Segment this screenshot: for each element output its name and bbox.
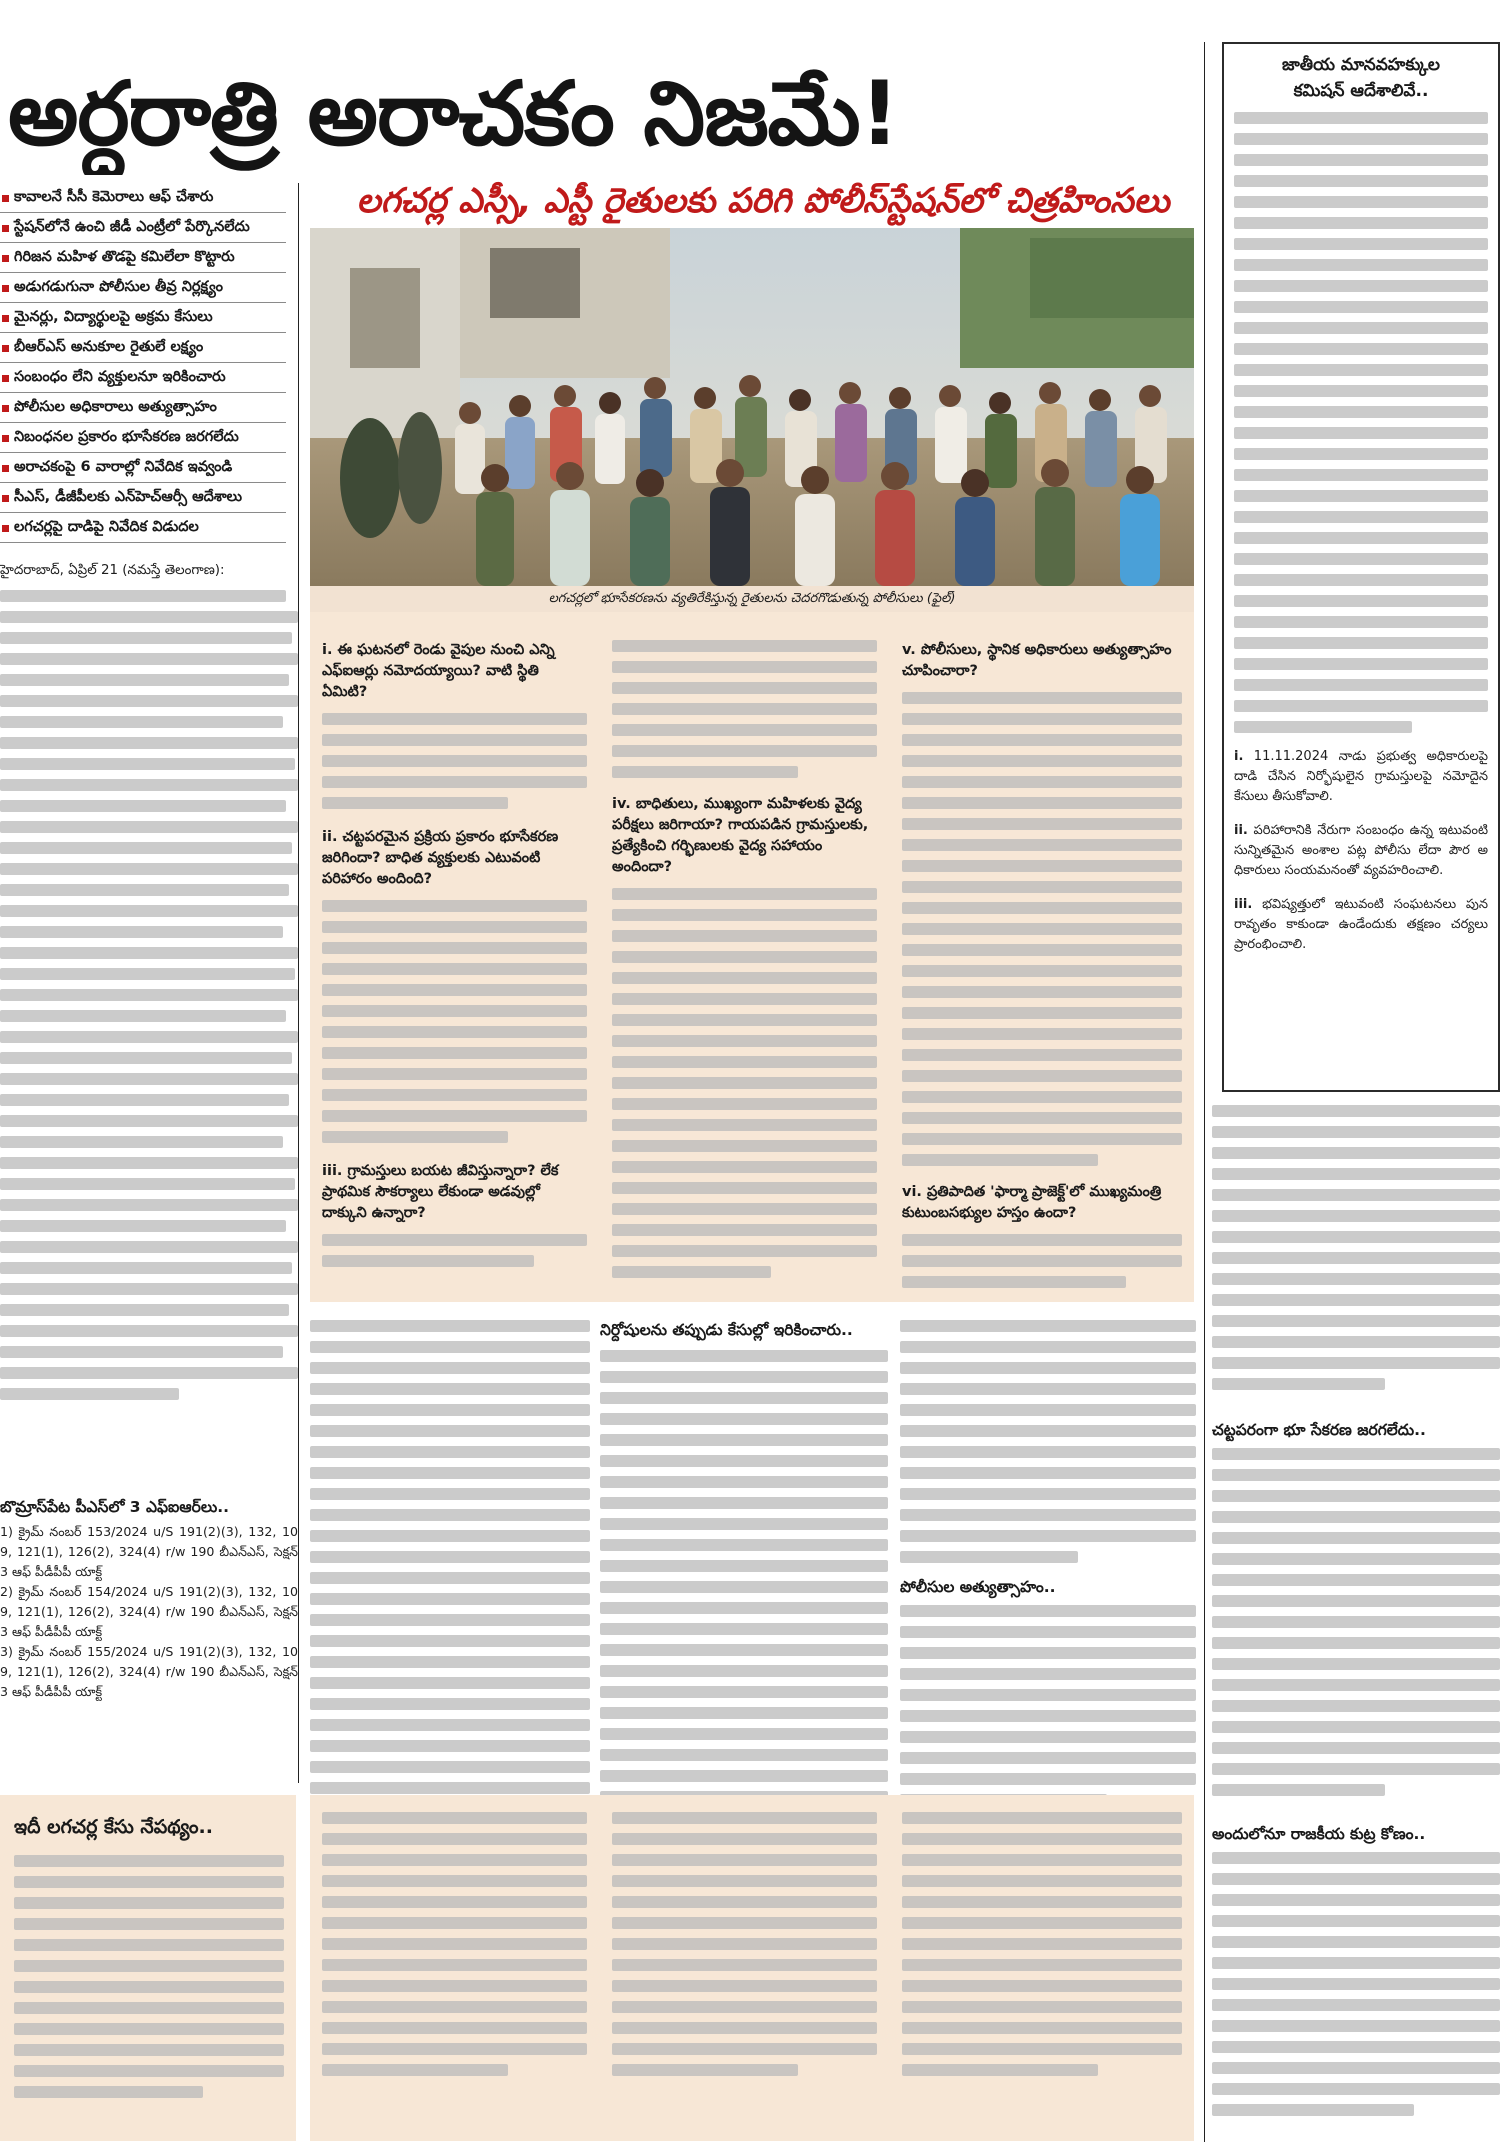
article-body-right-col-c <box>1212 1852 1500 2116</box>
answer-lines <box>902 692 1182 1166</box>
question-block-2 <box>612 640 877 1278</box>
question-text: ii. చట్టపరమైన ప్రక్రియ ప్రకారం భూసేకరణ జరిగిందా? బాధిత వ్యక్తులకు ఎటువంటి పరిహారం అందింది? <box>322 829 559 887</box>
top-margin-strip <box>0 0 1502 10</box>
fir-line: 1) క్రైమ్ నంబర్ 153/2024 u/S 191(2)(3), 132, 109, 121(1), 126(2), 324(4) r/w 190 బీఎన్‌ఎస్, సెక్షన్ 3 ఆఫ్ పీడీపీపీ యాక్ట్ <box>0 1524 298 1579</box>
bullet-item: బీఆర్‌ఎస్ అనుకూల రైతులే లక్ష్యం <box>0 333 286 363</box>
answer-lines <box>902 1234 1182 1288</box>
bullet-item: అరాచకంపై 6 వారాల్లో నివేదిక ఇవ్వండి <box>0 453 286 483</box>
directive-item: ii. పరిహారానికి నేరుగా సంబంధం ఉన్న ఇటువంటి సున్నితమైన అంశాల పట్ల పోలీసు లేదా పౌర అధికారులు సంయమనంతో వ్యవహరించాలి. <box>1234 823 1488 878</box>
question-text: v. పోలీసులు, స్థానిక అధికారులు అత్యుత్సాహం చూపించారా? <box>902 642 1172 679</box>
question-text: iv. బాధితులు, ముఖ్యంగా మహిళలకు వైద్య పరీక్షలు జరిగాయా? గాయపడిన గ్రామస్తులకు, ప్రత్యేకించి గర్భిణులకు వైద్య సహాయం అందిందా? <box>612 796 869 875</box>
bullet-item: కావాలనే సీసీ కెమెరాలు ఆఫ్ చేశారు <box>0 183 286 213</box>
bullet-item: సీఎస్, డీజీపీలకు ఎన్‌హెచ్‌ఆర్సీ ఆదేశాలు <box>0 483 286 513</box>
fir-line: 2) క్రైమ్ నంబర్ 154/2024 u/S 191(2)(3), 132, 109, 121(1), 126(2), 324(4) r/w 190 బీఎన్‌ఎస్, సెక్షన్ 3 ఆఫ్ పీడీపీపీ యాక్ట్ <box>0 1584 298 1639</box>
article-body-right-col <box>1212 1105 1500 1390</box>
dateline: హైదరాబాద్, ఏప్రిల్ 21 (నమస్తే తెలంగాణ): <box>0 563 225 578</box>
bullet-item: అడుగడుగునా పోలీసుల తీవ్ర నిర్లక్ష్యం <box>0 273 286 303</box>
box-title: జాతీయ మానవహక్కుల కమిషన్ ఆదేశాలివే.. <box>1282 55 1440 101</box>
box-body-lines <box>1234 112 1488 733</box>
section-head-nepathyam: ఇదీ లగచర్ల కేసు నేపథ్యం.. <box>14 1816 213 1838</box>
article-body-col-4 <box>900 1320 1196 1563</box>
section-head-nirdoshulu: నిర్దోషులను తప్పుడు కేసుల్లో ఇరికించారు.. <box>600 1321 853 1339</box>
column-divider <box>298 183 299 1783</box>
column-divider <box>1204 42 1205 2142</box>
background-box-body <box>14 1855 284 2098</box>
bullet-item: పోలీసుల అధికారాలు అత్యుత్సాహం <box>0 393 286 423</box>
article-body-right-col-b <box>1212 1448 1500 1796</box>
question-block-3 <box>902 640 1182 1288</box>
answer-lines <box>322 1234 587 1267</box>
answer-lines <box>612 888 877 1278</box>
section-head-bomraspet: బొమ్రాస్‌పేట పీఎస్‌లో 3 ఎఫ్‌ఐఆర్‌లు.. <box>0 1498 229 1516</box>
bullet-item: గిరిజన మహిళ తొడపై కమిలేలా కొట్టారు <box>0 243 286 273</box>
question-block-1 <box>322 640 587 1267</box>
article-body-col-4b <box>900 1605 1196 1806</box>
article-body-col-2 <box>310 1320 590 1815</box>
bullet-item: మైనర్లు, విద్యార్థులపై అక్రమ కేసులు <box>0 303 286 333</box>
answer-lines <box>322 713 587 809</box>
photo-caption: లగచర్లలో భూసేకరణను వ్యతిరేకిస్తున్న రైతులను చెదరగొడుతున్న పోలీసులు (ఫైల్) <box>310 586 1194 612</box>
bullet-item: నిబంధనల ప్రకారం భూసేకరణ జరగలేదు <box>0 423 286 453</box>
bullet-item: సంబంధం లేని వ్యక్తులనూ ఇరికించారు <box>0 363 286 393</box>
section-head-chattaparanga: చట్టపరంగా భూ సేకరణ జరగలేదు.. <box>1212 1421 1426 1439</box>
question-text: vi. ప్రతిపాదిత 'ఫార్మా ప్రాజెక్ట్'లో ముఖ్యమంత్రి కుటుంబసభ్యుల హస్తం ఉందా? <box>902 1184 1162 1221</box>
section-head-raajakeeya: అందులోనూ రాజకీయ కుట్ర కోణం.. <box>1212 1825 1426 1843</box>
question-text: iii. గ్రామస్తులు బయట జీవిస్తున్నారా? లేక ప్రాథమిక సౌకర్యాలు లేకుండా అడవుల్లో దాక్కుని ఉన్నారా? <box>322 1163 559 1221</box>
article-body-left-column <box>0 590 298 1400</box>
directive-item: iii. భవిష్యత్తులో ఇటువంటి సంఘటనలు పునరావృతం కాకుండా ఉండేందుకు తక్షణం చర్యలు ప్రారంభించాలి. <box>1234 897 1488 952</box>
bottom-col-3 <box>902 1812 1182 2076</box>
bullet-item: స్టేషన్‌లోనే ఉంచి జీడీ ఎంట్రీలో పేర్కొనలేదు <box>0 213 286 243</box>
section-head-police-atyutsaham: పోలీసుల అత్యుత్సాహం.. <box>900 1578 1056 1596</box>
sub-headline: లగచర్ల ఎస్సీ, ఎస్టీ రైతులకు పరిగి పోలీస్‌స్టేషన్‌లో చిత్రహింసలు <box>356 181 1170 221</box>
bottom-col-2 <box>612 1812 877 2076</box>
page-headline: అర్ధరాత్రి అరాచకం నిజమే! <box>8 62 899 165</box>
fir-list <box>0 1522 298 1702</box>
answer-lines <box>612 640 877 778</box>
article-body-col-3 <box>600 1350 888 1824</box>
bullet-item: లగచర్లపై దాడిపై నివేదిక విడుదల <box>0 513 286 543</box>
fir-line: 3) క్రైమ్ నంబర్ 155/2024 u/S 191(2)(3), 132, 109, 121(1), 126(2), 324(4) r/w 190 బీఎన్‌ఎస్, సెక్షన్ 3 ఆఫ్ పీడీపీపీ యాక్ట్ <box>0 1644 298 1699</box>
nhrc-directives-box <box>1222 42 1500 1092</box>
answer-lines <box>322 900 587 1143</box>
highlights-bullet-list <box>0 183 286 543</box>
directive-item: i. 11.11.2024 నాడు ప్రభుత్వ అధికారులపై దాడి చేసిన నిర్భోషులైన గ్రామస్తులపై నమోదైన కేసులు తీసుకోవాలి. <box>1234 749 1488 804</box>
question-text: i. ఈ ఘటనలో రెండు వైపుల నుంచి ఎన్ని ఎఫ్‌ఐఆర్లు నమోదయ్యాయి? వాటి స్థితి ఏమిటి? <box>322 642 555 700</box>
news-photo-police-dispersing-farmers <box>310 228 1194 586</box>
bottom-col-1 <box>322 1812 587 2076</box>
